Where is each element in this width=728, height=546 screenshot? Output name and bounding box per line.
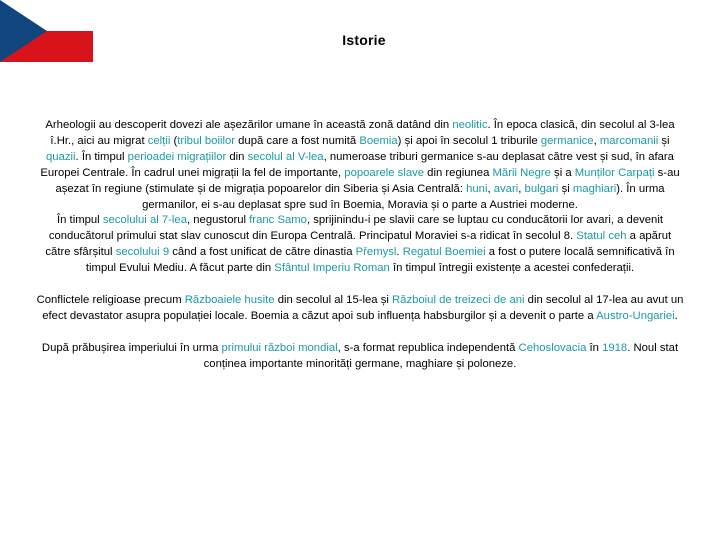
text: . <box>396 246 403 259</box>
text: s-au așezat în regiune (stimulate și de migrația popoarelor din Siberia și Asia Centrală: <box>55 166 680 195</box>
link-avari[interactable]: avari <box>493 182 519 195</box>
slide-title: Istorie <box>342 32 386 48</box>
paragraph-gap <box>36 277 684 293</box>
link-regatul-boemiei[interactable]: Regatul Boemiei <box>402 246 486 259</box>
text: , negustorul <box>187 214 250 227</box>
text: în <box>586 341 603 354</box>
text: . <box>674 309 678 322</box>
text: din <box>226 150 248 163</box>
paragraph-modern <box>36 341 684 373</box>
text: și <box>658 134 670 147</box>
text: din secolul al 17-lea au avut un efect devastator asupra populației locale. Boemia a căzut apoi sub influența habsburgilor și a devenit o parte a <box>42 293 684 322</box>
text: ) și apoi în secolul 1 triburile <box>397 134 541 147</box>
link-1918[interactable]: 1918 <box>602 341 628 354</box>
link-secolului-9[interactable]: secolului 9 <box>115 246 170 259</box>
text: după care a fost numită <box>235 134 360 147</box>
text: din secolul al 15-lea și <box>274 293 393 306</box>
text: În timpul <box>57 214 103 227</box>
link-celtii[interactable]: celții <box>147 134 171 147</box>
text: După prăbușirea imperiului în urma <box>41 341 222 354</box>
text: , numeroase triburi germanice s-au deplasat către vest și sud, în afara Europei Centrale. În cadrul unei migrații la fel de importante, <box>40 150 674 179</box>
link-primului-razboi-mondial[interactable]: primului război mondial <box>221 341 338 354</box>
text: din regiunea <box>424 166 493 179</box>
paragraph-middle-ages <box>36 213 684 277</box>
link-austro-ungariei[interactable]: Austro-Ungariei <box>596 309 675 322</box>
text: , s-a format republica independentă <box>337 341 519 354</box>
link-statul-ceh[interactable]: Statul ceh <box>576 230 627 243</box>
history-text <box>36 118 684 372</box>
text: Arheologii au descoperit dovezi ale așezărilor umane în această zonă datând din <box>45 119 453 131</box>
text: ( <box>170 134 178 147</box>
link-sfantul-imperiu-roman[interactable]: Sfântul Imperiu Roman <box>274 262 390 275</box>
text: și <box>558 182 573 195</box>
link-razboaiele-husite[interactable]: Războaiele husite <box>184 293 275 306</box>
text: ). În urma germanilor, ei s-au deplasat spre sud în Boemia, Moravia și o parte a Austriei moderne. <box>142 182 665 211</box>
paragraph-prehistory <box>36 118 684 213</box>
link-tribul-boiilor[interactable]: tribul boiilor <box>177 134 236 147</box>
text: , sprijinindu-i pe slavii care se luptau cu conducătorii lor avari, a devenit conducătorul primului stat slav cunoscut din Europa Centrală. Principatul Moraviei s-a ridicat în secolul 8. <box>48 214 663 243</box>
link-popoarele-slave[interactable]: popoarele slave <box>344 166 425 179</box>
link-neolitic[interactable]: neolitic <box>452 119 488 131</box>
text: , <box>487 182 494 195</box>
link-cehoslovacia[interactable]: Cehoslovacia <box>518 341 587 354</box>
link-germanice[interactable]: germanice <box>540 134 594 147</box>
paragraph-religious-conflicts <box>36 293 684 325</box>
czech-flag-icon <box>0 0 93 62</box>
link-secolul-al-v-lea[interactable]: secolul al V-lea <box>247 150 324 163</box>
text: în timpul întregii existențe a acestei confederații. <box>389 262 635 275</box>
link-quazii[interactable]: quazii <box>46 150 76 163</box>
link-perioadei-migratiilor[interactable]: perioadei migrațiilor <box>127 150 227 163</box>
paragraph-gap <box>36 325 684 341</box>
link-maghiari[interactable]: maghiari <box>572 182 617 195</box>
text: a fost o putere locală semnificativă în timpul Evului Mediu. A făcut parte din <box>85 246 675 275</box>
link-franc[interactable]: franc <box>249 214 275 227</box>
link-boemia[interactable]: Boemia <box>359 134 398 147</box>
text: și a <box>550 166 575 179</box>
link-muntilor-carpati[interactable]: Munților Carpați <box>574 166 655 179</box>
link-marcomanii[interactable]: marcomanii <box>599 134 659 147</box>
text: Conflictele religioase precum <box>36 293 185 306</box>
link-samo[interactable]: Samo <box>277 214 307 227</box>
link-marii-negre[interactable]: Mării Negre <box>492 166 551 179</box>
link-secolului-al-7-lea[interactable]: secolului al 7-lea <box>102 214 187 227</box>
link-huni[interactable]: huni <box>466 182 488 195</box>
text: a apărut către sfârșitul <box>45 230 672 259</box>
text: când a fost unificat de către dinastia <box>169 246 356 259</box>
link-bulgari[interactable]: bulgari <box>524 182 559 195</box>
text: . În epoca clasică, din secolul al 3-lea î.Hr., aici au migrat <box>50 119 675 147</box>
link-razboiul-de-treizeci-de-ani[interactable]: Războiul de treizeci de ani <box>392 293 525 306</box>
text: , <box>518 182 525 195</box>
text: , <box>593 134 600 147</box>
text: . Noul stat conținea importante minorități germane, maghiare și poloneze. <box>203 341 679 370</box>
link-premysl[interactable]: Přemysl <box>355 246 397 259</box>
text: . În timpul <box>75 150 128 163</box>
